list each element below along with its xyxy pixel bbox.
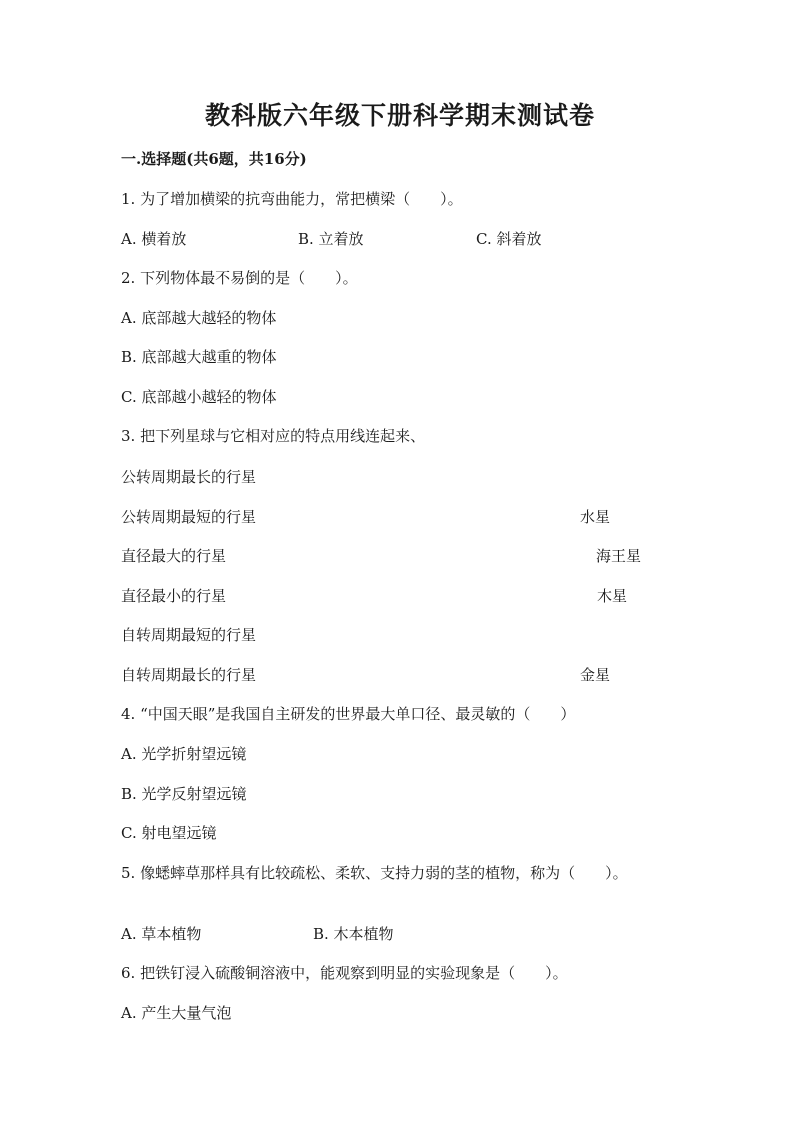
question-2-option-a: A. 底部越大越轻的物体 [121, 309, 277, 327]
question-1-option-a: A. 横着放 [121, 230, 187, 248]
question-1-option-b: B. 立着放 [298, 230, 364, 248]
question-3-left-item: 自转周期最短的行星 [121, 626, 257, 644]
question-3-right-item: 木星 [597, 587, 628, 605]
question-3-right-item: 海王星 [596, 547, 642, 565]
question-3-right-item: 金星 [580, 666, 611, 684]
question-2-option-b: B. 底部越大越重的物体 [121, 348, 277, 366]
page-title: 教科版六年级下册科学期末测试卷 [204, 101, 595, 130]
question-1-stem: 1. 为了增加横梁的抗弯曲能力，常把横梁（ ）。 [121, 190, 463, 208]
question-5-stem: 5. 像蟋蟀草那样具有比较疏松、柔软、支持力弱的茎的植物，称为（ ）。 [121, 864, 628, 882]
question-1-option-c: C. 斜着放 [476, 230, 542, 248]
question-4-option-c: C. 射电望远镜 [121, 824, 217, 842]
question-4-option-a: A. 光学折射望远镜 [121, 745, 247, 763]
question-4-stem: 4. “中国天眼”是我国自主研发的世界最大单口径、最灵敏的（ ） [121, 705, 576, 723]
question-2-stem: 2. 下列物体最不易倒的是（ ）。 [121, 269, 358, 287]
question-3-right-item: 水星 [580, 508, 611, 526]
section-heading: 一.选择题(共6题，共16分) [121, 150, 307, 168]
question-3-left-item: 公转周期最长的行星 [121, 468, 257, 486]
question-4-option-b: B. 光学反射望远镜 [121, 785, 247, 803]
question-6-option-a: A. 产生大量气泡 [121, 1004, 232, 1022]
question-3-left-item: 公转周期最短的行星 [121, 508, 257, 526]
question-6-stem: 6. 把铁钉浸入硫酸铜溶液中，能观察到明显的实验现象是（ ）。 [121, 964, 568, 982]
question-3-left-item: 直径最大的行星 [121, 547, 227, 565]
question-3-left-item: 自转周期最长的行星 [121, 666, 257, 684]
question-3-left-item: 直径最小的行星 [121, 587, 227, 605]
question-2-option-c: C. 底部越小越轻的物体 [121, 388, 277, 406]
question-5-option-b: B. 木本植物 [313, 925, 394, 943]
question-3-stem: 3. 把下列星球与它相对应的特点用线连起来、 [121, 427, 426, 445]
question-5-option-a: A. 草本植物 [121, 925, 202, 943]
